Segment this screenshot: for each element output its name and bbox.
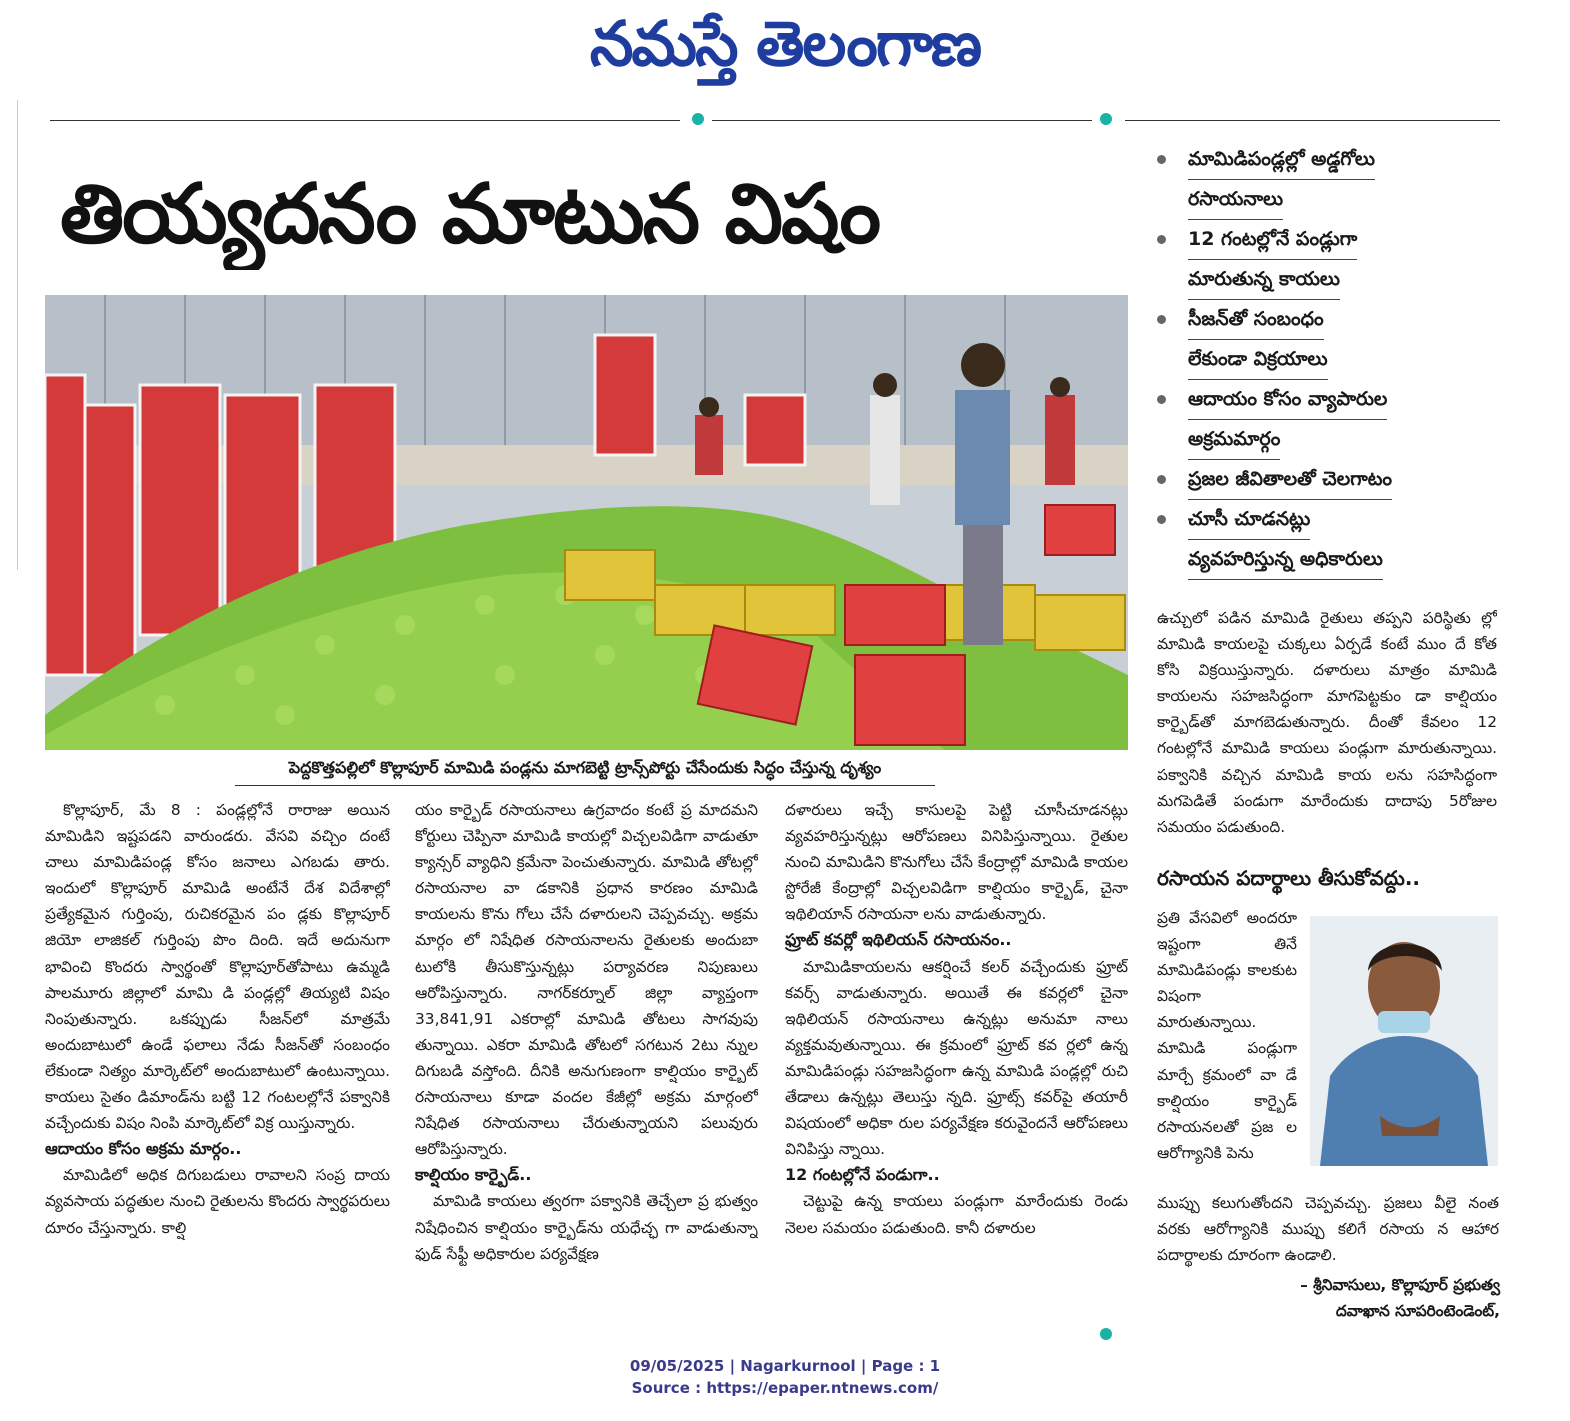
- bullet-icon: [1157, 475, 1166, 484]
- masthead: నమస్తే తెలంగాణ: [589, 7, 981, 80]
- bullet-icon: [1157, 315, 1166, 324]
- highlight-item: చూసీ చూడనట్లు వ్యవహరిస్తున్న అధికారులు: [1152, 500, 1497, 580]
- paragraph: చెట్టుపై ఉన్న కాయలు పండ్లుగా మారేందుకు రెండు నెలల సమయం పడుతుంది. కానీ దళారుల: [785, 1192, 1128, 1237]
- margin-line: [17, 100, 18, 570]
- bullet-icon: [1157, 515, 1166, 524]
- subheading: ఆదాయం కోసం అక్రమ మార్గం..: [45, 1139, 242, 1159]
- photo-caption: పెద్దకొత్తపల్లిలో కొల్లాపూర్ మామిడి పండ్లను మాగబెట్టి ట్రాన్స్‌పోర్టు చేసేందుకు సిద్ధం చేస్తున్న దృశ్యం: [235, 758, 935, 786]
- sidebar-heading: రసాయన పదార్థాలు తీసుకోవద్దు..: [1157, 866, 1421, 890]
- footer-source-line: Source : https://epaper.ntnews.com/: [631, 1379, 939, 1397]
- quote-column: [1157, 905, 1297, 1190]
- subheading: కాల్షియం కార్బైడ్..: [415, 1165, 532, 1185]
- footer: [0, 1355, 1570, 1399]
- bullet-icon: [1157, 235, 1166, 244]
- top-rule-mid: [712, 120, 1092, 121]
- paragraph: ప్రతి వేసవిలో అందరూ ఇష్టంగా తినే మామిడిపండ్లు కాలకుట విషంగా మారుతున్నాయి. మామిడి పండ్లుగా మార్చే క్రమంలో వా డే కాల్షియం కార్బైడ్ రసాయనలతో ప్రజ ల ఆరోగ్యానికి పెను: [1157, 909, 1297, 1162]
- top-rule-right: [1125, 120, 1500, 121]
- accent-dot: [1100, 113, 1112, 125]
- paragraph: కొల్లాపూర్, మే 8 : పండ్లల్లోనే రారాజు అయిన మామిడిని ఇష్టపడని వారుండరు. వేసవి వచ్చిం దంటే చాలు మామిడిపండ్ల కోసం జనాలు ఎగబడు తారు. ఇందులో కొల్లాపూర్ మామిడి అంటేనే దేశ విదేశాల్లో ప్రత్యేకమైన గుర్తింపు, రుచికరమైన పం డ్లకు కొల్లాపూర్ జియో లాజికల్ గుర్తింపు పొం దింది. ఇదే అదునుగా భావించి కొందరు స్వార్థంతో కొల్లాపూర్‌తోపాటు ఉమ్మడి పాలమూరు జిల్లాలో మామి డి పండ్లల్లో తియ్యటి విషం నింపుతున్నారు. ఒకప్పుడు సీజన్‌లో మాత్రమే అందుబాటులో ఉండే ఫలాలు నేడు సీజన్‌తో సంబంధం లేకుండా నిత్యం మార్కెట్‌లో అందుబాటులో ఉంటున్నాయి. కాయలు సైతం డిమాండ్‌ను బట్టి 12 గంటలల్లోనే పక్వానికి వచ్చేందుకు విషం నింపి మార్కెట్‌లో విక్ర యిస్తున్నారు.: [45, 801, 390, 1133]
- highlights-list: [1152, 140, 1497, 580]
- article-column-4-top: [1157, 605, 1497, 855]
- article-column-2: [415, 797, 758, 1327]
- headline: తియ్యదనం మాటున విషం: [60, 167, 880, 262]
- paragraph: ఉచ్చులో పడిన మామిడి రైతులు తప్పని పరిస్థితు ల్లో మామిడి కాయలపై చుక్కలు ఏర్పడే కంటే ముం దే కోత కోసి విక్రయిస్తున్నారు. దళారులు మాత్రం మామిడి కాయలను సహజసిద్ధంగా మాగపెట్టకుం డా కాల్షియం కార్బైడ్‌తో మాగబెడుతున్నారు. దీంతో కేవలం 12 గంటల్లోనే మామిడి కాయలు పండ్లుగా మారుతున్నాయి. పక్వానికి వచ్చిన మామిడి కాయ లను సహసిద్ధంగా మగపెడితే పండుగా మారేందుకు దాదాపు 5రోజుల సమయం పడుతుంది.: [1157, 609, 1497, 836]
- highlight-item: 12 గంటల్లోనే పండ్లుగా మారుతున్న కాయలు: [1152, 220, 1497, 300]
- signature: – శ్రీనివాసులు, కొల్లాపూర్ ప్రభుత్వ దవాఖాన సూపరింటెండెంట్,: [1300, 1276, 1500, 1320]
- paragraph: ముప్పు కలుగుతోందని చెప్పవచ్చు. ప్రజలు వీలై నంత వరకు ఆరోగ్యానికి ముప్పు కలిగే రసాయ న ఆహార పదార్థాలకు దూరంగా ఉండాలి.: [1157, 1194, 1499, 1265]
- paragraph: మామిడికాయలను ఆకర్షించే కలర్ వచ్చేందుకు ఫ్రూట్ కవర్స్ వాడుతున్నారు. అయితే ఈ కవర్లలో చైనా ఇథిలియన్ రసాయనాలు ఉన్నట్లు అనుమా నాలు వ్యక్తమవుతున్నాయి. ఈ క్రమంలో ఫ్రూట్ కవ ర్లలో ఉన్న మామిడిపండ్లు సహజసిద్ధంగా ఉన్న మామిడి పండ్లల్లో రుచి తేడాలు ఉన్నట్లు తెలుస్తు న్నది. ఫ్రూట్స్ కవర్‌పై తయారీ విషయంలో అధికా రుల పర్యవేక్షణ కరువైందనే ఆరోపణలు వినిపిస్తు న్నాయి.: [785, 957, 1128, 1159]
- portrait-photo: [1310, 916, 1498, 1166]
- paragraph: యం కార్బైడ్ రసాయనాలు ఉగ్రవాదం కంటే ప్ర మాదమని కోర్టులు చెప్పినా మామిడి కాయల్లో విచ్చలవిడిగా వాడుతూ క్యాన్సర్ వ్యాధిని క్రమేనా పెంచుతున్నారు. మామిడి తోటల్లో రసాయనాల వా డకానికి ప్రధాన కారణం మామిడి కాయలను కొను గోలు చేసే దళారులని చెప్పవచ్చు. అక్రమ మార్గం లో నిషేధిత రసాయనాలను రైతులకు అందుబా టులోకి తీసుకొస్తున్నట్లు పర్యావరణ నిపుణులు ఆరోపిస్తున్నారు. నాగర్‌కర్నూల్ జిల్లా వ్యాప్తంగా 33,841,91 ఎకరాల్లో మామిడి తోటలు సాగవుపు తున్నాయి. ఎకరా మామిడి తోటలో సగటున 2టు న్నుల దిగుబడి వస్తోంది. దీనికి అనుగుణంగా కాల్షియం కార్బైట్ రసాయనాలు కూడా వందల కేజీల్లో అక్రమ మార్గంలో నిషేధిత రసాయనాలు చేరుతున్నాయని పలువురు ఆరోపిస్తున్నారు.: [415, 801, 758, 1159]
- paragraph: మామిడి కాయలు త్వరగా పక్వానికి తెచ్చేలా ప్ర భుత్వం నిషేధించిన కాల్షియం కార్బైడ్‌ను యధేచ్ఛ గా వాడుతున్నా ఫుడ్ సేఫ్టీ అధికారుల పర్యవేక్షణ: [415, 1192, 758, 1263]
- footer-date-line: 09/05/2025 | Nagarkurnool | Page : 1: [629, 1357, 941, 1375]
- paragraph: దళారులు ఇచ్చే కాసులపై పెట్టి చూసీచూడనట్లు వ్యవహరిస్తున్నట్లు ఆరోపణలు వినిపిస్తున్నాయి. రైతుల నుంచి మామిడిని కొనుగోలు చేసే కేంద్రాల్లో మామిడి కాయల స్టోరేజీ కేంద్రాల్లో విచ్చలవిడిగా కాల్షియం కార్బైడ్, చైనా ఇథిలియాన్ రసాయనా లను వాడుతున్నారు.: [785, 801, 1128, 924]
- bullet-icon: [1157, 155, 1166, 164]
- paragraph: మామిడిలో అధిక దిగుబడులు రావాలని సంప్ర దాయ వ్యవసాయ పద్ధతుల నుంచి రైతులను కొందరు స్వార్థపరులు దూరం చేస్తున్నారు. కాల్షి: [45, 1166, 390, 1237]
- accent-dot: [1100, 1328, 1112, 1340]
- bullet-icon: [1157, 395, 1166, 404]
- subheading: 12 గంటల్లోనే పండుగా..: [785, 1165, 940, 1185]
- top-rule-left: [50, 120, 680, 121]
- highlight-item: ఆదాయం కోసం వ్యాపారుల అక్రమమార్గం: [1152, 380, 1497, 460]
- highlight-item: సీజన్‌తో సంబంధం లేకుండా విక్రయాలు: [1152, 300, 1497, 380]
- quote-continued: [1157, 1190, 1499, 1270]
- market-photo: [45, 295, 1128, 750]
- highlight-item: ప్రజల జీవితాలతో చెలగాటం: [1152, 460, 1497, 500]
- subheading: ఫ్రూట్ కవర్లో ఇథిలియన్ రసాయనం..: [785, 930, 1012, 950]
- article-column-3: [785, 797, 1128, 1327]
- accent-dot: [692, 113, 704, 125]
- article-column-1: [45, 797, 390, 1327]
- highlight-item: మామిడిపండ్లల్లో అడ్డగోలు రసాయనాలు: [1152, 140, 1497, 220]
